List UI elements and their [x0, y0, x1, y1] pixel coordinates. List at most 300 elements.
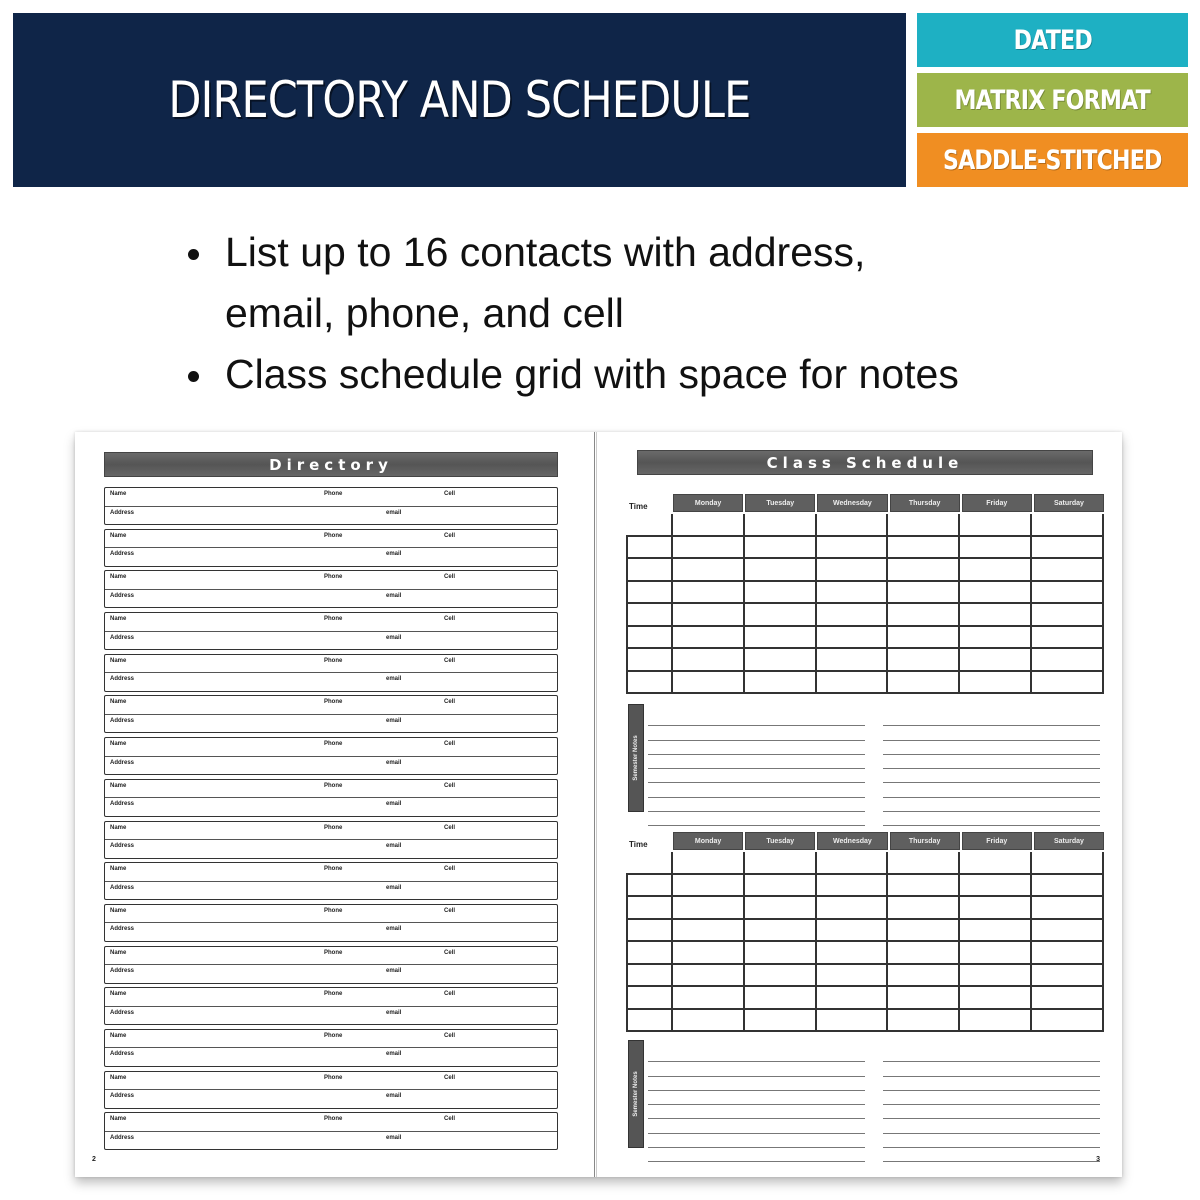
directory-entry[interactable]: [104, 570, 558, 608]
address-label: Address: [110, 801, 135, 808]
directory-entry[interactable]: [104, 862, 558, 900]
class-cell[interactable]: [888, 649, 960, 672]
time-cell[interactable]: [626, 582, 673, 605]
class-cell[interactable]: [745, 852, 817, 875]
class-cell[interactable]: [673, 942, 745, 965]
class-cell[interactable]: [960, 627, 1032, 650]
class-cell[interactable]: [888, 852, 960, 875]
note-line[interactable]: [883, 755, 1100, 769]
directory-entry[interactable]: [104, 654, 558, 692]
note-line[interactable]: [648, 1148, 865, 1162]
time-cell[interactable]: [626, 897, 673, 920]
note-line[interactable]: [648, 1105, 865, 1119]
class-cell[interactable]: [817, 604, 889, 627]
class-cell[interactable]: [888, 920, 960, 943]
class-cell[interactable]: [960, 852, 1032, 875]
tag-label: SADDLE-STITCHED: [943, 144, 1162, 176]
schedule-row: [626, 559, 1104, 582]
notes-column-left[interactable]: [648, 712, 865, 826]
class-cell[interactable]: [817, 965, 889, 988]
class-cell[interactable]: [745, 649, 817, 672]
phone-label: Phone: [324, 616, 343, 623]
entry-row-address[interactable]: [105, 548, 557, 566]
day-header-thursday: Thursday: [890, 832, 960, 850]
class-cell[interactable]: [1032, 537, 1104, 560]
cell-label: Cell: [444, 907, 456, 914]
class-cell[interactable]: [817, 942, 889, 965]
name-label: Name: [110, 782, 127, 789]
entry-row-contact[interactable]: [105, 947, 557, 966]
class-cell[interactable]: [960, 920, 1032, 943]
notes-column-right[interactable]: [883, 1048, 1100, 1162]
entry-row-contact[interactable]: [105, 530, 557, 549]
planner-spread: [75, 432, 1122, 1177]
class-cell[interactable]: [745, 942, 817, 965]
class-cell[interactable]: [1032, 514, 1104, 537]
phone-label: Phone: [324, 991, 343, 998]
schedule-row: [626, 582, 1104, 605]
class-cell[interactable]: [960, 537, 1032, 560]
phone-label: Phone: [324, 1074, 343, 1081]
entry-row-contact[interactable]: [105, 863, 557, 882]
address-label: Address: [110, 968, 135, 975]
class-cell[interactable]: [1032, 920, 1104, 943]
tag-label: DATED: [1013, 24, 1092, 56]
note-line[interactable]: [883, 1105, 1100, 1119]
email-label: email: [386, 1051, 402, 1058]
class-cell[interactable]: [1032, 965, 1104, 988]
note-line[interactable]: [648, 1062, 865, 1076]
class-cell[interactable]: [817, 559, 889, 582]
day-header-saturday: Saturday: [1034, 494, 1104, 512]
entry-row-address[interactable]: [105, 840, 557, 858]
notes-side-label: [628, 704, 644, 812]
class-cell[interactable]: [960, 672, 1032, 695]
entry-row-address[interactable]: [105, 923, 557, 941]
entry-row-address[interactable]: [105, 1048, 557, 1066]
email-label: email: [386, 717, 402, 724]
address-label: Address: [110, 676, 135, 683]
class-cell[interactable]: [817, 875, 889, 898]
time-cell[interactable]: [626, 987, 673, 1010]
cell-label: Cell: [444, 949, 456, 956]
class-cell[interactable]: [817, 582, 889, 605]
class-cell[interactable]: [673, 649, 745, 672]
entry-row-address[interactable]: [105, 590, 557, 608]
cell-label: Cell: [444, 491, 456, 497]
time-cell[interactable]: [626, 942, 673, 965]
note-line[interactable]: [883, 1091, 1100, 1105]
class-cell[interactable]: [960, 649, 1032, 672]
class-cell[interactable]: [817, 537, 889, 560]
address-label: Address: [110, 884, 135, 891]
note-line[interactable]: [648, 1048, 865, 1062]
day-header: [673, 832, 1104, 850]
name-label: Name: [110, 574, 127, 581]
cell-label: Cell: [444, 782, 456, 789]
class-cell[interactable]: [673, 559, 745, 582]
time-cell[interactable]: [626, 514, 673, 537]
entry-row-contact[interactable]: [105, 1030, 557, 1049]
cell-label: Cell: [444, 824, 456, 831]
notes-side-label: [628, 1040, 644, 1148]
email-label: email: [386, 926, 402, 933]
bullet-schedule: Class schedule grid with space for notes: [185, 344, 1105, 405]
time-cell[interactable]: [626, 649, 673, 672]
class-cell[interactable]: [673, 514, 745, 537]
day-header-friday: Friday: [962, 494, 1032, 512]
address-label: Address: [110, 759, 135, 766]
email-label: email: [386, 759, 402, 766]
class-cell[interactable]: [745, 965, 817, 988]
schedule-row: [626, 514, 1104, 537]
class-cell[interactable]: [888, 604, 960, 627]
class-cell[interactable]: [888, 672, 960, 695]
note-line[interactable]: [648, 1119, 865, 1133]
entry-row-contact[interactable]: [105, 655, 557, 674]
directory-entry[interactable]: [104, 904, 558, 942]
directory-entry[interactable]: [104, 612, 558, 650]
note-line[interactable]: [883, 741, 1100, 755]
name-label: Name: [110, 491, 127, 497]
directory-entry[interactable]: [104, 737, 558, 775]
class-cell[interactable]: [960, 875, 1032, 898]
directory-entry[interactable]: [104, 987, 558, 1025]
note-line[interactable]: [883, 769, 1100, 783]
class-cell[interactable]: [960, 897, 1032, 920]
entry-row-contact[interactable]: [105, 905, 557, 924]
notes-label: Semester Notes: [633, 1071, 639, 1117]
class-cell[interactable]: [1032, 604, 1104, 627]
class-cell[interactable]: [673, 897, 745, 920]
note-line[interactable]: [648, 741, 865, 755]
class-cell[interactable]: [817, 920, 889, 943]
directory-entry[interactable]: [104, 695, 558, 733]
class-cell[interactable]: [673, 627, 745, 650]
entry-row-address[interactable]: [105, 715, 557, 733]
directory-entry[interactable]: [104, 1071, 558, 1109]
entry-row-contact[interactable]: [105, 571, 557, 590]
header-banner: [13, 13, 906, 187]
time-cell[interactable]: [626, 672, 673, 695]
phone-label: Phone: [324, 699, 343, 706]
class-cell[interactable]: [960, 604, 1032, 627]
email-label: email: [386, 551, 402, 558]
class-cell[interactable]: [1032, 559, 1104, 582]
class-cell[interactable]: [745, 514, 817, 537]
cell-label: Cell: [444, 1116, 456, 1123]
class-cell[interactable]: [1032, 942, 1104, 965]
email-label: email: [386, 509, 402, 516]
time-cell[interactable]: [626, 965, 673, 988]
day-header-thursday: Thursday: [890, 494, 960, 512]
entry-row-address[interactable]: [105, 965, 557, 983]
class-cell[interactable]: [745, 987, 817, 1010]
schedule-row: [626, 604, 1104, 627]
phone-label: Phone: [324, 907, 343, 914]
note-line[interactable]: [883, 1119, 1100, 1133]
day-header-tuesday: Tuesday: [745, 832, 815, 850]
class-cell[interactable]: [888, 559, 960, 582]
entry-row-address[interactable]: [105, 882, 557, 900]
name-label: Name: [110, 741, 127, 748]
banner-title: DIRECTORY AND SCHEDULE: [168, 71, 751, 129]
class-cell[interactable]: [817, 897, 889, 920]
class-cell[interactable]: [1032, 852, 1104, 875]
time-cell[interactable]: [626, 875, 673, 898]
cell-label: Cell: [444, 741, 456, 748]
phone-label: Phone: [324, 949, 343, 956]
note-line[interactable]: [883, 1134, 1100, 1148]
entry-row-contact[interactable]: [105, 780, 557, 799]
directory-title: Directory: [104, 452, 558, 477]
note-line[interactable]: [648, 726, 865, 740]
time-cell[interactable]: [626, 1010, 673, 1033]
schedule-row: [626, 537, 1104, 560]
class-cell[interactable]: [817, 987, 889, 1010]
entry-row-address[interactable]: [105, 673, 557, 691]
entry-row-address[interactable]: [105, 507, 557, 525]
name-label: Name: [110, 991, 127, 998]
time-cell[interactable]: [626, 559, 673, 582]
class-cell[interactable]: [673, 604, 745, 627]
note-line[interactable]: [883, 1062, 1100, 1076]
schedule-row: [626, 942, 1104, 965]
class-cell[interactable]: [960, 987, 1032, 1010]
address-label: Address: [110, 843, 135, 849]
note-line[interactable]: [648, 712, 865, 726]
class-cell[interactable]: [817, 852, 889, 875]
class-cell[interactable]: [817, 672, 889, 695]
phone-label: Phone: [324, 574, 343, 581]
class-cell[interactable]: [888, 897, 960, 920]
phone-label: Phone: [324, 532, 343, 539]
email-label: email: [386, 634, 402, 641]
schedule-row: [626, 875, 1104, 898]
class-cell[interactable]: [888, 987, 960, 1010]
entry-row-contact[interactable]: [105, 488, 557, 507]
cell-label: Cell: [444, 1032, 456, 1039]
class-cell[interactable]: [673, 875, 745, 898]
entry-row-address[interactable]: [105, 632, 557, 650]
class-cell[interactable]: [745, 920, 817, 943]
email-label: email: [386, 592, 402, 599]
address-label: Address: [110, 1093, 135, 1100]
day-header-saturday: Saturday: [1034, 832, 1104, 850]
tag-label: MATRIX FORMAT: [954, 84, 1151, 116]
directory-entry[interactable]: [104, 487, 558, 525]
email-label: email: [386, 968, 402, 975]
class-cell[interactable]: [888, 537, 960, 560]
note-line[interactable]: [883, 798, 1100, 812]
notes-column-right[interactable]: [883, 712, 1100, 826]
entry-row-contact[interactable]: [105, 738, 557, 757]
schedule-row: [626, 1010, 1104, 1033]
note-line[interactable]: [883, 1077, 1100, 1091]
tag-dated: [917, 13, 1188, 67]
name-label: Name: [110, 1116, 127, 1123]
time-cell[interactable]: [626, 604, 673, 627]
class-cell[interactable]: [960, 965, 1032, 988]
entry-row-address[interactable]: [105, 1007, 557, 1025]
cell-label: Cell: [444, 574, 456, 581]
class-cell[interactable]: [673, 672, 745, 695]
page-number-left: 2: [92, 1156, 96, 1163]
schedule-row: [626, 897, 1104, 920]
entry-row-address[interactable]: [105, 757, 557, 775]
note-line[interactable]: [883, 1148, 1100, 1162]
class-cell[interactable]: [1032, 649, 1104, 672]
tag-saddle-stitched: [917, 133, 1188, 187]
entry-row-address[interactable]: [105, 1090, 557, 1108]
class-cell[interactable]: [817, 627, 889, 650]
name-label: Name: [110, 616, 127, 623]
class-cell[interactable]: [745, 1010, 817, 1033]
time-cell[interactable]: [626, 920, 673, 943]
class-cell[interactable]: [745, 875, 817, 898]
class-cell[interactable]: [888, 1010, 960, 1033]
name-label: Name: [110, 824, 127, 831]
class-cell[interactable]: [888, 942, 960, 965]
class-cell[interactable]: [673, 1010, 745, 1033]
feature-tags: [917, 13, 1188, 187]
class-cell[interactable]: [1032, 897, 1104, 920]
class-cell[interactable]: [1032, 627, 1104, 650]
class-cell[interactable]: [817, 1010, 889, 1033]
class-cell[interactable]: [817, 514, 889, 537]
time-cell[interactable]: [626, 627, 673, 650]
email-label: email: [386, 1093, 402, 1100]
note-line[interactable]: [883, 1048, 1100, 1062]
note-line[interactable]: [648, 769, 865, 783]
entry-row-contact[interactable]: [105, 613, 557, 632]
name-label: Name: [110, 907, 127, 914]
class-cell[interactable]: [888, 627, 960, 650]
class-cell[interactable]: [1032, 987, 1104, 1010]
note-line[interactable]: [883, 726, 1100, 740]
class-cell[interactable]: [673, 965, 745, 988]
address-label: Address: [110, 1051, 135, 1058]
time-cell[interactable]: [626, 537, 673, 560]
class-cell[interactable]: [745, 672, 817, 695]
name-label: Name: [110, 657, 127, 664]
directory-entry[interactable]: [104, 946, 558, 984]
schedule-grid: [626, 514, 1104, 694]
page-number-right: 3: [1096, 1156, 1100, 1163]
note-line[interactable]: [648, 1077, 865, 1091]
note-line[interactable]: [883, 812, 1100, 826]
schedule-row: [626, 649, 1104, 672]
class-cell[interactable]: [1032, 875, 1104, 898]
notes-column-left[interactable]: [648, 1048, 865, 1162]
note-line[interactable]: [648, 812, 865, 826]
name-label: Name: [110, 532, 127, 539]
class-cell[interactable]: [1032, 672, 1104, 695]
entry-row-address[interactable]: [105, 798, 557, 816]
entry-row-contact[interactable]: [105, 696, 557, 715]
entry-row-contact[interactable]: [105, 822, 557, 841]
day-header-monday: Monday: [673, 494, 743, 512]
note-line[interactable]: [648, 1091, 865, 1105]
class-cell[interactable]: [673, 987, 745, 1010]
entry-row-contact[interactable]: [105, 988, 557, 1007]
cell-label: Cell: [444, 657, 456, 664]
name-label: Name: [110, 699, 127, 706]
note-line[interactable]: [648, 755, 865, 769]
directory-entry[interactable]: [104, 529, 558, 567]
class-cell[interactable]: [888, 965, 960, 988]
schedule-row: [626, 920, 1104, 943]
schedule-row: [626, 965, 1104, 988]
cell-label: Cell: [444, 1074, 456, 1081]
class-cell[interactable]: [960, 514, 1032, 537]
note-line[interactable]: [648, 783, 865, 797]
phone-label: Phone: [324, 782, 343, 789]
day-header-wednesday: Wednesday: [817, 494, 887, 512]
class-cell[interactable]: [888, 514, 960, 537]
class-cell[interactable]: [960, 582, 1032, 605]
schedule-title: Class Schedule: [637, 450, 1093, 475]
schedule-row: [626, 627, 1104, 650]
class-cell[interactable]: [673, 920, 745, 943]
class-cell[interactable]: [745, 537, 817, 560]
directory-page: [75, 432, 595, 1177]
tag-matrix-format: [917, 73, 1188, 127]
bullet-contacts: List up to 16 contacts with address, email, phone, and cell: [185, 222, 985, 344]
class-cell[interactable]: [745, 582, 817, 605]
address-label: Address: [110, 1009, 135, 1016]
directory-entry[interactable]: [104, 1029, 558, 1067]
note-line[interactable]: [883, 712, 1100, 726]
class-cell[interactable]: [673, 852, 745, 875]
schedule-page: [596, 432, 1122, 1177]
class-cell[interactable]: [673, 582, 745, 605]
class-cell[interactable]: [745, 627, 817, 650]
class-cell[interactable]: [817, 649, 889, 672]
class-cell[interactable]: [960, 559, 1032, 582]
directory-entry[interactable]: [104, 779, 558, 817]
address-label: Address: [110, 717, 135, 724]
note-line[interactable]: [883, 783, 1100, 797]
class-cell[interactable]: [960, 1010, 1032, 1033]
cell-label: Cell: [444, 616, 456, 623]
class-cell[interactable]: [745, 897, 817, 920]
class-cell[interactable]: [888, 582, 960, 605]
note-line[interactable]: [648, 798, 865, 812]
class-cell[interactable]: [673, 537, 745, 560]
phone-label: Phone: [324, 1116, 343, 1123]
email-label: email: [386, 1134, 402, 1141]
class-cell[interactable]: [960, 942, 1032, 965]
entry-row-contact[interactable]: [105, 1072, 557, 1091]
time-cell[interactable]: [626, 852, 673, 875]
day-header-monday: Monday: [673, 832, 743, 850]
phone-label: Phone: [324, 741, 343, 748]
class-cell[interactable]: [888, 875, 960, 898]
name-label: Name: [110, 949, 127, 956]
entry-row-contact[interactable]: [105, 1113, 557, 1132]
directory-entry[interactable]: [104, 821, 558, 859]
entry-row-address[interactable]: [105, 1132, 557, 1150]
address-label: Address: [110, 592, 135, 599]
class-cell[interactable]: [745, 559, 817, 582]
class-cell[interactable]: [1032, 582, 1104, 605]
class-cell[interactable]: [745, 604, 817, 627]
class-cell[interactable]: [1032, 1010, 1104, 1033]
directory-entry[interactable]: [104, 1112, 558, 1150]
phone-label: Phone: [324, 1032, 343, 1039]
note-line[interactable]: [648, 1134, 865, 1148]
